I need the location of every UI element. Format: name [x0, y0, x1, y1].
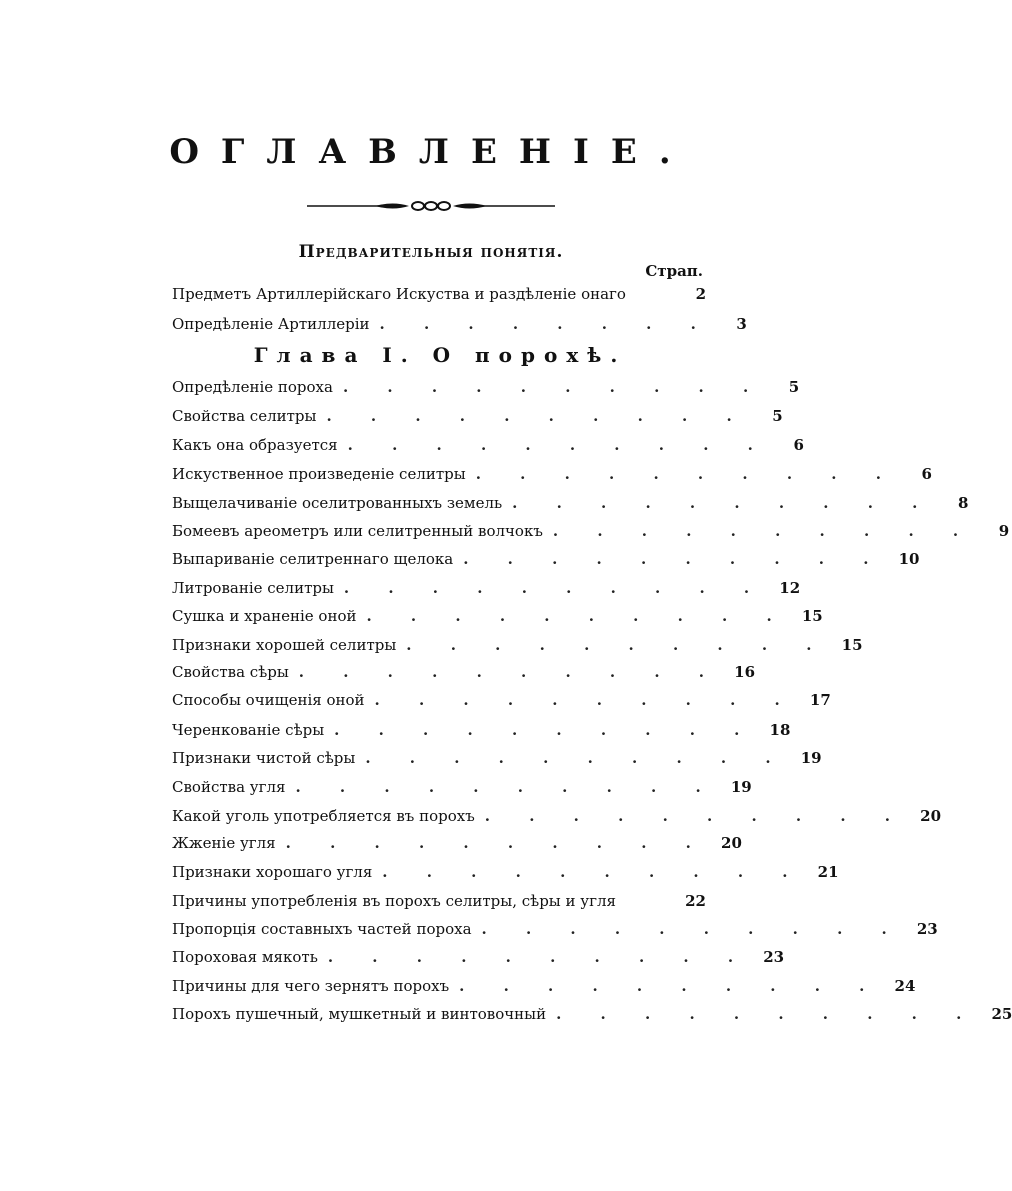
- toc-entry-title: Литрованіе селитры: [172, 579, 334, 597]
- dot-leader: . . . . . . . . . .: [343, 579, 767, 597]
- toc-entry-page: 5: [788, 378, 800, 396]
- toc-entry-title: Свойства сѣры: [172, 663, 289, 681]
- toc-entry-title: Причины употребленія въ порохъ селитры, сѣры и угля: [172, 892, 616, 910]
- dot-leader: . . . . . . . . . .: [552, 522, 976, 540]
- page-title: ОГЛАВЛЕНІЕ.: [169, 132, 693, 172]
- toc-entry-title: Искуственное произведеніе селитры: [172, 465, 466, 483]
- toc-entry-title: Признаки хорошей селитры: [172, 636, 397, 654]
- toc-entry[interactable]: [172, 802, 942, 830]
- toc-entry-title: Порохъ пушечный, мушкетный и винтовочный: [172, 1005, 547, 1023]
- toc-entry[interactable]: [172, 460, 932, 488]
- toc-entry-title: Предметъ Артиллерійскаго Искуства и раздѣленіе онаго: [172, 285, 626, 303]
- dot-leader: . . . . . . . . . .: [463, 550, 886, 568]
- dot-leader: . . . . . . . . . .: [285, 834, 708, 852]
- toc-entry-page: 5: [772, 407, 783, 425]
- toc-entry-page: 17: [809, 691, 831, 709]
- chapter-heading: Глава I. О порохѣ.: [253, 343, 627, 367]
- dot-leader: . . . . . . . . . .: [366, 607, 789, 625]
- toc-entry[interactable]: [172, 310, 747, 338]
- toc-entry-page: 16: [734, 663, 756, 681]
- dot-leader: . . . . . . . . . .: [334, 721, 757, 739]
- toc-entry-page: 25: [991, 1005, 1012, 1023]
- toc-entry[interactable]: [172, 280, 706, 308]
- toc-entry-title: Причины для чего зернятъ порохъ: [172, 977, 450, 995]
- toc-entry-page: 19: [730, 778, 752, 796]
- toc-entry[interactable]: [172, 489, 969, 517]
- toc-entry-title: Свойства угля: [172, 778, 286, 796]
- toc-entry[interactable]: [172, 574, 801, 602]
- toc-entry-title: Бомеевъ ареометръ или селитренный волчокъ: [172, 522, 543, 540]
- toc-entry-title: Какъ она образуется: [172, 436, 338, 454]
- toc-entry[interactable]: [172, 517, 1010, 545]
- toc-entry-title: Жженіе угля: [172, 834, 276, 852]
- toc-entry[interactable]: [172, 887, 706, 915]
- dot-leader: . . . . . . . . . .: [347, 436, 770, 454]
- toc-entry-title: Какой уголь употребляется въ порохъ: [172, 807, 475, 825]
- dot-leader: . . . . . . . . . .: [382, 863, 805, 881]
- toc-entry-title: Признаки чистой сѣры: [172, 749, 356, 767]
- toc-entry[interactable]: [172, 658, 756, 686]
- toc-entry-page: 15: [801, 607, 823, 625]
- toc-entry-page: 9: [998, 522, 1010, 540]
- toc-entry-title: Признаки хорошаго угля: [172, 863, 373, 881]
- dot-leader: . . . . . . . . . .: [484, 807, 908, 825]
- toc-entry-page: 18: [769, 721, 791, 739]
- toc-entry[interactable]: [172, 545, 920, 573]
- toc-entry-page: 19: [800, 749, 822, 767]
- toc-entry[interactable]: [172, 686, 831, 714]
- dot-leader: . . . . . . . . . .: [481, 920, 904, 938]
- toc-entry-title: Пороховая мякоть: [172, 948, 318, 966]
- toc-entry-title: Способы очищенія оной: [172, 691, 365, 709]
- toc-entry[interactable]: [172, 915, 938, 943]
- toc-entry-title: Опредѣленіе пороха: [172, 378, 333, 396]
- toc-entry[interactable]: [172, 972, 916, 1000]
- toc-entry-page: 10: [898, 550, 920, 568]
- toc-entry-page: 23: [763, 948, 785, 966]
- toc-entry-title: Опредѣленіе Артиллеріи: [172, 315, 370, 333]
- dot-leader: . . . . . . . . . .: [512, 494, 935, 512]
- toc-entry-page: 20: [721, 834, 742, 852]
- toc-entry-page: 6: [921, 465, 932, 483]
- toc-entry-page: 8: [957, 494, 969, 512]
- toc-entry-page: 20: [920, 807, 942, 825]
- toc-entry[interactable]: [172, 431, 804, 459]
- toc-entry[interactable]: [172, 943, 785, 971]
- dot-leader: . . . . . . . . . .: [298, 663, 722, 681]
- toc-entry[interactable]: [172, 1000, 1012, 1028]
- toc-entry[interactable]: [172, 773, 752, 801]
- toc-entry-page: 21: [817, 863, 839, 881]
- dot-leader: . . . . . . . . . .: [327, 948, 751, 966]
- toc-entry-title: Черенкованіе сѣры: [172, 721, 325, 739]
- toc-entry[interactable]: [172, 602, 823, 630]
- dot-leader: . . . . . . . .: [379, 315, 713, 333]
- toc-entry[interactable]: [172, 858, 839, 886]
- toc-entry[interactable]: [172, 716, 791, 744]
- dot-leader: . . . . . . . . . .: [295, 778, 718, 796]
- page-column-header: Страп.: [645, 262, 703, 280]
- dot-leader: . . . . . . . . . .: [459, 977, 882, 995]
- dot-leader: . . . . . . . . . .: [475, 465, 898, 483]
- dot-leader: . . . . . . . . . .: [365, 749, 788, 767]
- toc-entry[interactable]: [172, 744, 822, 772]
- dot-leader: . . . . . . . . . .: [406, 636, 829, 654]
- toc-entry-page: 6: [793, 436, 804, 454]
- toc-entry-page: 22: [685, 892, 706, 910]
- ornamental-divider-icon: [305, 197, 557, 215]
- toc-entry-page: 2: [695, 285, 706, 303]
- toc-entry-title: Выпариваніе селитреннаго щелока: [172, 550, 454, 568]
- section-heading: Предварительныя понятія.: [298, 242, 564, 262]
- toc-entry[interactable]: [172, 829, 742, 857]
- dot-leader: . . . . . . . . . .: [326, 407, 749, 425]
- toc-entry[interactable]: [172, 373, 800, 401]
- toc-entry[interactable]: [172, 631, 863, 659]
- dot-leader: . . . . . . . . . .: [342, 378, 766, 396]
- toc-entry-title: Выщелачиваніе оселитрованныхъ земель: [172, 494, 503, 512]
- toc-entry-title: Пропорція составныхъ частей пороха: [172, 920, 472, 938]
- toc-entry-page: 24: [894, 977, 916, 995]
- dot-leader: . . . . . . . . . .: [374, 691, 797, 709]
- dot-leader: . . . . . . . . . .: [556, 1005, 979, 1023]
- toc-entry-title: Сушка и храненіе оной: [172, 607, 357, 625]
- toc-entry-page: 15: [841, 636, 863, 654]
- toc-entry-page: 23: [916, 920, 938, 938]
- toc-entry-title: Свойства селитры: [172, 407, 317, 425]
- toc-entry-page: 3: [736, 315, 747, 333]
- toc-entry[interactable]: [172, 402, 783, 430]
- toc-entry-page: 12: [779, 579, 801, 597]
